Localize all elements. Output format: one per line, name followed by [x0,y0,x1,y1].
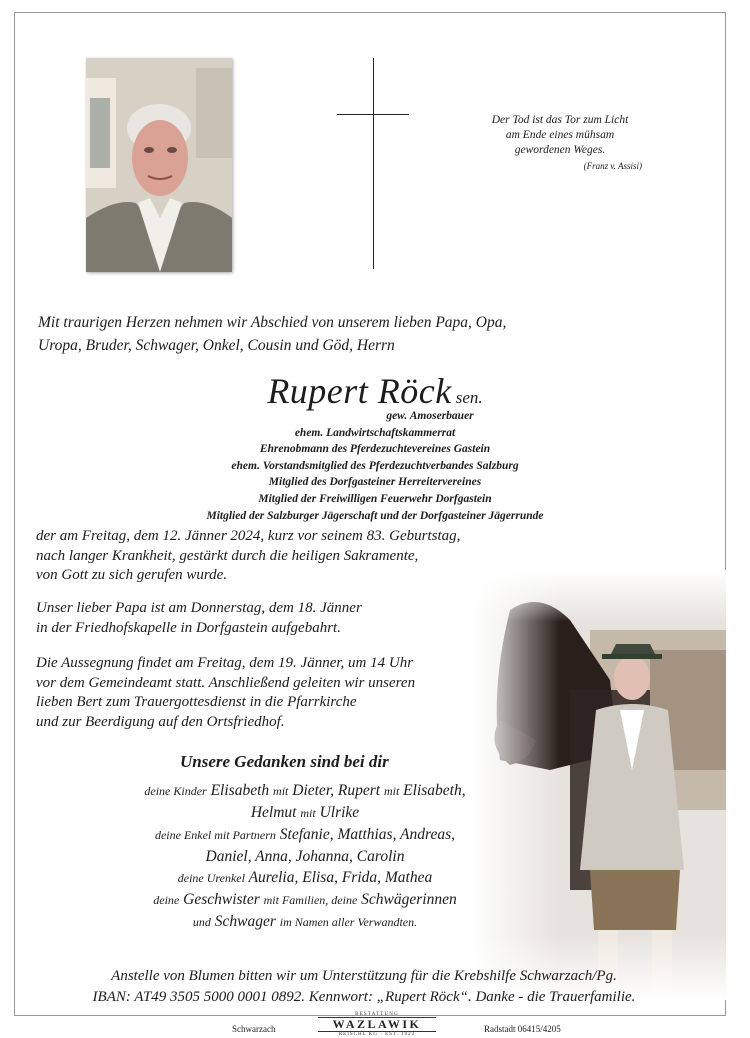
cross-vertical [373,58,374,269]
funeral-line: lieben Bert zum Trauergottesdienst in die Pfarrkirche [36,694,357,710]
family-children-line: Helmut mit Ulrike [250,804,360,821]
closing-line: Anstelle von Blumen bitten wir um Unterstützung für die Krebshilfe Schwarzach/Pg. [111,968,617,984]
title-line: gew. Amoserbauer [386,410,474,422]
funeral-line: vor dem Gemeindeamt statt. Anschließend geleiten wir unseren [36,674,416,691]
funeral-line: Die Aussegnung findet am Freitag, dem 19. Jänner, um 14 Uhr [36,655,414,671]
portrait-photo [86,58,232,272]
family-great-grandchildren-line: deine Urenkel Aurelia, Elisa, Frida, Mathea [177,869,433,886]
title-line: Mitglied des Dorfgasteiner Herreitervereines [268,476,482,489]
quote-attribution: (Franz v. Assisi) [583,161,642,171]
death-line: von Gott zu sich gerufen wurde. [36,567,228,583]
title-line: Mitglied der Salzburger Jägerschaft und der Dorfgasteiner Jägerrunde [206,509,544,522]
death-notice [36,527,596,586]
quote-block [440,113,680,174]
funeral-notice [36,654,596,732]
quote-line: Der Tod ist das Tor zum Licht [491,114,629,126]
title-line: Ehrenobmann des Pferdezuchtevereines Gastein [259,443,491,456]
death-line: der am Freitag, dem 12. Jänner 2024, kurz vor seinem 83. Geburtstag, [36,528,461,544]
family-grandchildren-line: Daniel, Anna, Johanna, Carolin [205,848,405,865]
viewing-line: Unser lieber Papa ist am Donnerstag, dem 18. Jänner [36,600,362,616]
viewing-line: in der Friedhofskapelle in Dorfgastein aufgebahrt. [36,619,341,636]
death-line: nach langer Krankheit, gestärkt durch die heiligen Sakramente, [36,547,419,564]
closing-text [0,966,720,1008]
cross-horizontal [337,114,409,115]
deceased-name-suffix: sen. [455,388,483,407]
family-siblings-line: und Schwager im Namen aller Verwandten. [192,913,418,930]
footer-location-right: Radstadt 06415/4205 [484,1024,561,1034]
title-line: Mitglied der Freiwilligen Feuerwehr Dorfgastein [258,492,492,505]
quote-line: gewordenen Weges. [514,144,606,156]
funeral-line: und zur Beerdigung auf den Ortsfriedhof. [36,713,285,730]
deceased-name-block [0,370,750,412]
deceased-name: Rupert Röck [267,371,452,411]
family-grandchildren-line: deine Enkel mit Partnern Stefanie, Matthias, Andreas, [154,826,456,843]
family-siblings-line: deine Geschwister mit Familien, deine Schwägerinnen [153,891,457,908]
funeral-home-logo: BESTATTUNG WAZLAWIK REISCHL KG · EST. 1922 [318,1012,436,1037]
intro-line: Mit traurigen Herzen nehmen wir Abschied von unserem lieben Papa, Opa, [38,314,507,331]
family-children-line: deine Kinder Elisabeth mit Dieter, Rupert mit Elisabeth, [144,782,466,799]
footer-location-left: Schwarzach [232,1024,276,1034]
deceased-titles [0,408,750,524]
title-line: ehem. Vorstandsmitglied des Pferdezuchtverbandes Salzburg [231,459,519,472]
intro-line: Uropa, Bruder, Schwager, Onkel, Cousin und Göd, Herrn [38,337,395,354]
title-line: ehem. Landwirtschaftskammerrat [294,426,456,439]
thoughts-heading: Unsere Gedanken sind bei dir [180,752,389,771]
closing-line: IBAN: AT49 3505 5000 0001 0892. Kennwort: „Rupert Röck“. Danke - die Trauerfamilie. [92,989,636,1005]
intro-text [38,311,598,357]
footer [0,1012,750,1038]
viewing-notice [36,599,596,638]
quote-line: am Ende eines mühsam [505,129,615,141]
family-list [0,780,610,933]
